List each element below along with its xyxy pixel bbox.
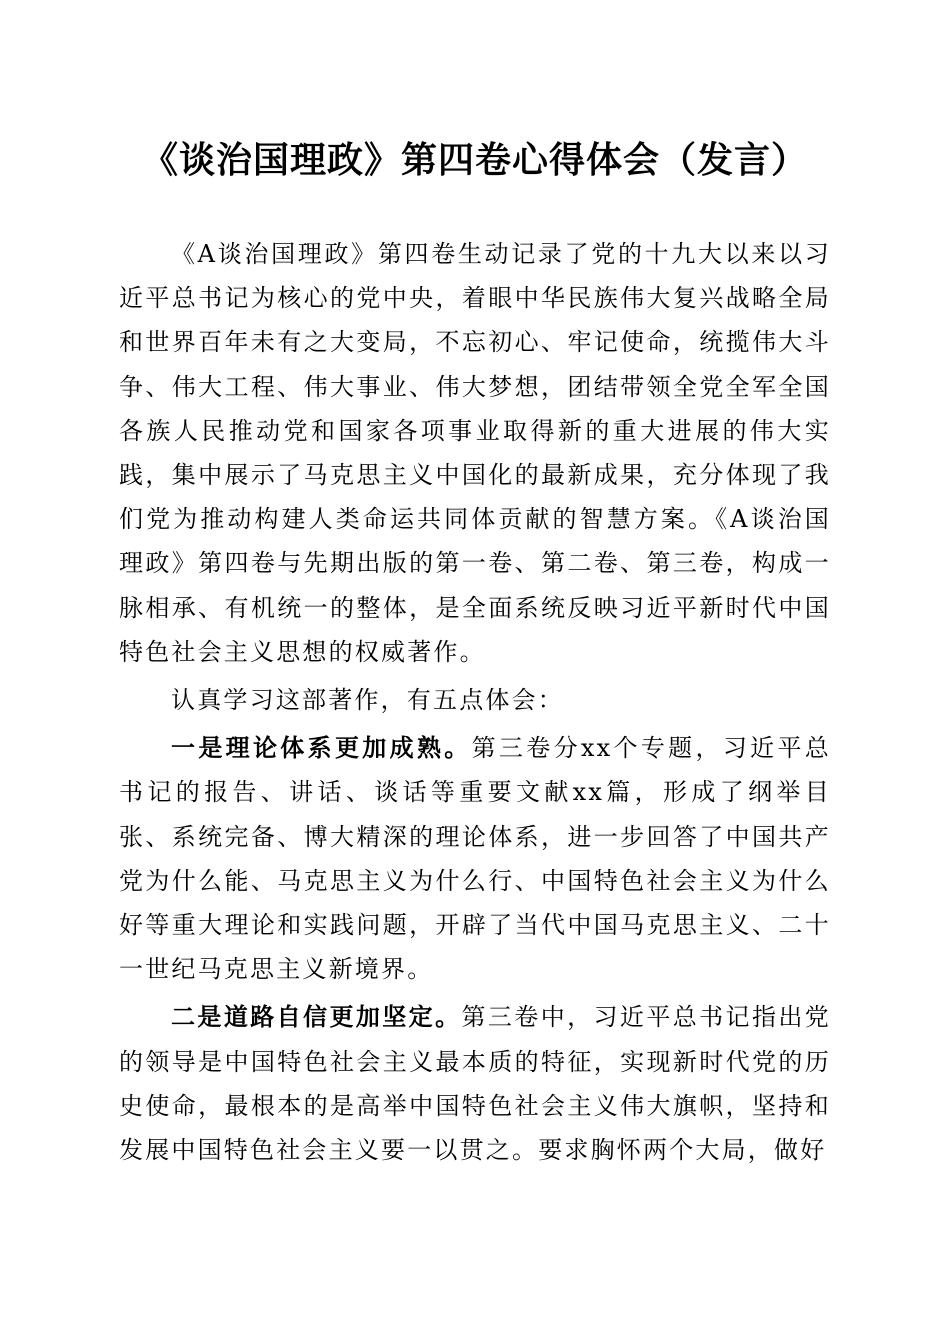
paragraph-text: 认真学习这部著作，有五点体会： [171,686,564,715]
paragraph-text: 第三卷中，习近平总书记指出党的领导是中国特色社会主义最本质的特征，实现新时代党的历史使命，最根本的是高举中国特色社会主义伟大旗帜，坚持和发展中国特色社会主义要一以贯之。要求胸怀两个大局，做好 [119,1003,831,1165]
paragraph-text: 《A谈治国理政》第四卷生动记录了党的十九大以来以习近平总书记为核心的党中央，着眼中华民族伟大复兴战略全局和世界百年未有之大变局，不忘初心、牢记使命，统揽伟大斗争、伟大工程、伟大事业、伟大梦想，团结带领全党全军全国各族人民推动党和国家各项事业取得新的重大进展的伟大实践，集中展示了马克思主义中国化的最新成果，充分体现了我们党为推动构建人类命运共同体贡献的智慧方案。《A谈治国理政》第四卷与先期出版的第一卷、第二卷、第三卷，构成一脉相承、有机统一的整体，是全面系统反映习近平新时代中国特色社会主义思想的权威著作。 [119,240,831,666]
paragraph-lead: 二是道路自信更加坚定。 [171,1002,462,1032]
paragraph-summary [119,678,831,722]
document-body [119,232,831,1176]
paragraph-point-2 [119,995,831,1172]
document-title: 《谈治国理政》第四卷心得体会（发言） [141,139,808,181]
paragraph-point-1 [119,726,831,991]
paragraph-lead: 一是理论体系更加成熟。 [171,733,472,763]
paragraph-text: 第三卷分xx个专题，习近平总书记的报告、讲话、谈话等重要文献xx篇，形成了纲举目张、系统完备、博大精深的理论体系，进一步回答了中国共产党为什么能、马克思主义为什么行、中国特色社会主义为什么好等重大理论和实践问题，开辟了当代中国马克思主义、二十一世纪马克思主义新境界。 [119,734,832,984]
paragraph-intro [119,232,831,674]
